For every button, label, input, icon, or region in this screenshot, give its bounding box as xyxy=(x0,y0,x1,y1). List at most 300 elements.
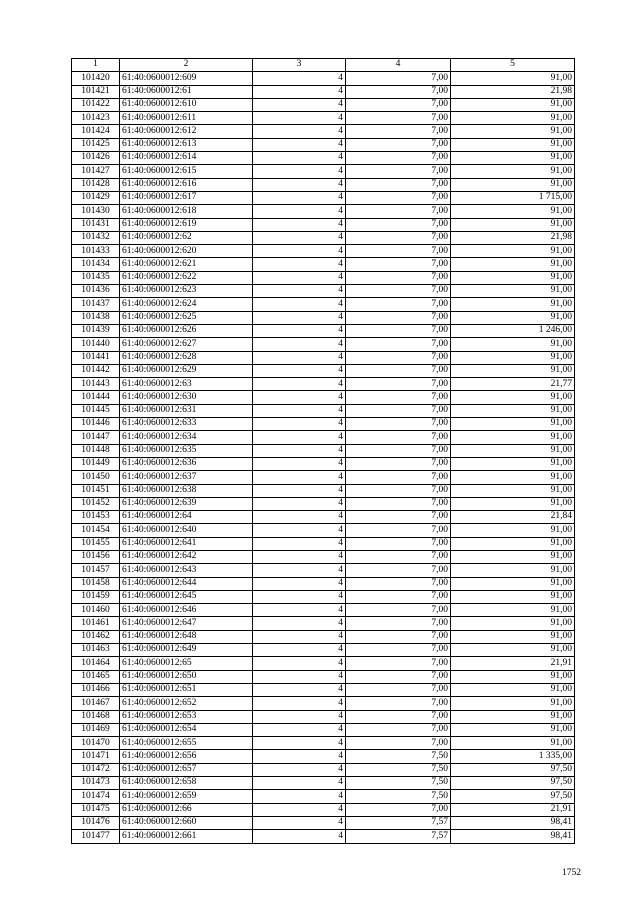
column-header: 1 xyxy=(72,59,120,72)
category-cell: 4 xyxy=(253,550,346,563)
table-row xyxy=(72,630,575,643)
amount-cell: 91,00 xyxy=(451,457,575,470)
amount-cell: 91,00 xyxy=(451,72,575,85)
table-row xyxy=(72,816,575,829)
category-cell: 4 xyxy=(253,205,346,218)
rate-cell: 7,57 xyxy=(346,830,451,843)
category-cell: 4 xyxy=(253,285,346,298)
cadastral-number-cell: 61:40:0600012:630 xyxy=(120,391,253,404)
amount-cell: 91,00 xyxy=(451,471,575,484)
cadastral-number-cell: 61:40:0600012:613 xyxy=(120,138,253,151)
cadastral-number-cell: 61:40:0600012:628 xyxy=(120,351,253,364)
amount-cell: 91,00 xyxy=(451,497,575,510)
cadastral-number-cell: 61:40:0600012:626 xyxy=(120,324,253,337)
rate-cell: 7,00 xyxy=(346,138,451,151)
table-row xyxy=(72,537,575,550)
table-row xyxy=(72,152,575,165)
amount-cell: 91,00 xyxy=(451,271,575,284)
category-cell: 4 xyxy=(253,737,346,750)
column-header: 3 xyxy=(253,59,346,72)
category-cell: 4 xyxy=(253,378,346,391)
rate-cell: 7,00 xyxy=(346,218,451,231)
cadastral-number-cell: 61:40:0600012:647 xyxy=(120,617,253,630)
table-row xyxy=(72,338,575,351)
cadastral-number-cell: 61:40:0600012:616 xyxy=(120,178,253,191)
row-id-cell: 101425 xyxy=(72,138,120,151)
cadastral-number-cell: 61:40:0600012:635 xyxy=(120,444,253,457)
category-cell: 4 xyxy=(253,683,346,696)
amount-cell: 21,84 xyxy=(451,511,575,524)
row-id-cell: 101452 xyxy=(72,497,120,510)
cadastral-number-cell: 61:40:0600012:624 xyxy=(120,298,253,311)
table-row xyxy=(72,683,575,696)
amount-cell: 91,00 xyxy=(451,112,575,125)
cadastral-number-cell: 61:40:0600012:631 xyxy=(120,404,253,417)
row-id-cell: 101434 xyxy=(72,258,120,271)
table-row xyxy=(72,497,575,510)
row-id-cell: 101420 xyxy=(72,72,120,85)
table-row xyxy=(72,657,575,670)
category-cell: 4 xyxy=(253,418,346,431)
rate-cell: 7,00 xyxy=(346,577,451,590)
category-cell: 4 xyxy=(253,697,346,710)
row-id-cell: 101472 xyxy=(72,763,120,776)
amount-cell: 97,50 xyxy=(451,777,575,790)
amount-cell: 91,00 xyxy=(451,670,575,683)
category-cell: 4 xyxy=(253,112,346,125)
amount-cell: 91,00 xyxy=(451,364,575,377)
rate-cell: 7,00 xyxy=(346,484,451,497)
rate-cell: 7,00 xyxy=(346,604,451,617)
category-cell: 4 xyxy=(253,723,346,736)
table-row xyxy=(72,564,575,577)
amount-cell: 91,00 xyxy=(451,338,575,351)
table-row xyxy=(72,178,575,191)
table-row xyxy=(72,258,575,271)
rate-cell: 7,00 xyxy=(346,191,451,204)
row-id-cell: 101476 xyxy=(72,816,120,829)
cadastral-number-cell: 61:40:0600012:629 xyxy=(120,364,253,377)
cadastral-number-cell: 61:40:0600012:610 xyxy=(120,98,253,111)
rate-cell: 7,00 xyxy=(346,524,451,537)
table-row xyxy=(72,444,575,457)
category-cell: 4 xyxy=(253,231,346,244)
row-id-cell: 101424 xyxy=(72,125,120,138)
rate-cell: 7,50 xyxy=(346,750,451,763)
amount-cell: 91,00 xyxy=(451,683,575,696)
category-cell: 4 xyxy=(253,471,346,484)
table-row xyxy=(72,550,575,563)
table-row xyxy=(72,245,575,258)
row-id-cell: 101439 xyxy=(72,324,120,337)
amount-cell: 91,00 xyxy=(451,737,575,750)
cadastral-number-cell: 61:40:0600012:641 xyxy=(120,537,253,550)
row-id-cell: 101440 xyxy=(72,338,120,351)
table-row xyxy=(72,790,575,803)
cadastral-number-cell: 61:40:0600012:649 xyxy=(120,644,253,657)
amount-cell: 21,98 xyxy=(451,85,575,98)
category-cell: 4 xyxy=(253,537,346,550)
row-id-cell: 101437 xyxy=(72,298,120,311)
row-id-cell: 101450 xyxy=(72,471,120,484)
category-cell: 4 xyxy=(253,590,346,603)
table-row xyxy=(72,737,575,750)
cadastral-number-cell: 61:40:0600012:655 xyxy=(120,737,253,750)
rate-cell: 7,00 xyxy=(346,404,451,417)
category-cell: 4 xyxy=(253,617,346,630)
row-id-cell: 101433 xyxy=(72,245,120,258)
rate-cell: 7,00 xyxy=(346,98,451,111)
cadastral-number-cell: 61:40:0600012:639 xyxy=(120,497,253,510)
row-id-cell: 101473 xyxy=(72,777,120,790)
row-id-cell: 101423 xyxy=(72,112,120,125)
rate-cell: 7,00 xyxy=(346,338,451,351)
rate-cell: 7,00 xyxy=(346,683,451,696)
rate-cell: 7,00 xyxy=(346,112,451,125)
table-row xyxy=(72,165,575,178)
rate-cell: 7,00 xyxy=(346,457,451,470)
category-cell: 4 xyxy=(253,324,346,337)
cadastral-number-cell: 61:40:0600012:653 xyxy=(120,710,253,723)
column-header: 5 xyxy=(451,59,575,72)
cadastral-number-cell: 61:40:0600012:627 xyxy=(120,338,253,351)
row-id-cell: 101436 xyxy=(72,285,120,298)
row-id-cell: 101449 xyxy=(72,457,120,470)
rate-cell: 7,50 xyxy=(346,763,451,776)
table-row xyxy=(72,710,575,723)
table-row xyxy=(72,471,575,484)
amount-cell: 21,91 xyxy=(451,803,575,816)
amount-cell: 98,41 xyxy=(451,816,575,829)
table-row xyxy=(72,324,575,337)
rate-cell: 7,00 xyxy=(346,258,451,271)
rate-cell: 7,00 xyxy=(346,617,451,630)
category-cell: 4 xyxy=(253,152,346,165)
row-id-cell: 101446 xyxy=(72,418,120,431)
category-cell: 4 xyxy=(253,85,346,98)
category-cell: 4 xyxy=(253,338,346,351)
table-row xyxy=(72,457,575,470)
category-cell: 4 xyxy=(253,271,346,284)
amount-cell: 91,00 xyxy=(451,258,575,271)
row-id-cell: 101459 xyxy=(72,590,120,603)
row-id-cell: 101467 xyxy=(72,697,120,710)
row-id-cell: 101422 xyxy=(72,98,120,111)
amount-cell: 98,41 xyxy=(451,830,575,843)
row-id-cell: 101463 xyxy=(72,644,120,657)
rate-cell: 7,00 xyxy=(346,697,451,710)
table-row xyxy=(72,231,575,244)
cadastral-number-cell: 61:40:0600012:615 xyxy=(120,165,253,178)
amount-cell: 21,91 xyxy=(451,657,575,670)
amount-cell: 91,00 xyxy=(451,577,575,590)
category-cell: 4 xyxy=(253,311,346,324)
category-cell: 4 xyxy=(253,484,346,497)
amount-cell: 91,00 xyxy=(451,484,575,497)
column-header: 4 xyxy=(346,59,451,72)
rate-cell: 7,57 xyxy=(346,816,451,829)
table-row xyxy=(72,404,575,417)
rate-cell: 7,00 xyxy=(346,497,451,510)
category-cell: 4 xyxy=(253,604,346,617)
table-row xyxy=(72,670,575,683)
row-id-cell: 101462 xyxy=(72,630,120,643)
amount-cell: 91,00 xyxy=(451,697,575,710)
rate-cell: 7,00 xyxy=(346,391,451,404)
amount-cell: 1 246,00 xyxy=(451,324,575,337)
amount-cell: 91,00 xyxy=(451,285,575,298)
row-id-cell: 101432 xyxy=(72,231,120,244)
amount-cell: 91,00 xyxy=(451,604,575,617)
header-row xyxy=(72,59,575,72)
table-row xyxy=(72,191,575,204)
category-cell: 4 xyxy=(253,790,346,803)
row-id-cell: 101426 xyxy=(72,152,120,165)
table-row xyxy=(72,364,575,377)
rate-cell: 7,00 xyxy=(346,564,451,577)
category-cell: 4 xyxy=(253,630,346,643)
row-id-cell: 101470 xyxy=(72,737,120,750)
row-id-cell: 101453 xyxy=(72,511,120,524)
row-id-cell: 101442 xyxy=(72,364,120,377)
table-row xyxy=(72,72,575,85)
category-cell: 4 xyxy=(253,98,346,111)
amount-cell: 1 715,00 xyxy=(451,191,575,204)
rate-cell: 7,00 xyxy=(346,285,451,298)
cadastral-number-cell: 61:40:0600012:660 xyxy=(120,816,253,829)
amount-cell: 97,50 xyxy=(451,790,575,803)
rate-cell: 7,00 xyxy=(346,723,451,736)
cadastral-number-cell: 61:40:0600012:637 xyxy=(120,471,253,484)
amount-cell: 91,00 xyxy=(451,138,575,151)
row-id-cell: 101468 xyxy=(72,710,120,723)
row-id-cell: 101429 xyxy=(72,191,120,204)
amount-cell: 91,00 xyxy=(451,431,575,444)
amount-cell: 91,00 xyxy=(451,125,575,138)
category-cell: 4 xyxy=(253,298,346,311)
table-row xyxy=(72,723,575,736)
cadastral-number-cell: 61:40:0600012:619 xyxy=(120,218,253,231)
rate-cell: 7,00 xyxy=(346,444,451,457)
table-row xyxy=(72,271,575,284)
table-row xyxy=(72,112,575,125)
category-cell: 4 xyxy=(253,258,346,271)
row-id-cell: 101441 xyxy=(72,351,120,364)
rate-cell: 7,00 xyxy=(346,737,451,750)
table-row xyxy=(72,763,575,776)
row-id-cell: 101435 xyxy=(72,271,120,284)
category-cell: 4 xyxy=(253,763,346,776)
category-cell: 4 xyxy=(253,644,346,657)
rate-cell: 7,00 xyxy=(346,471,451,484)
category-cell: 4 xyxy=(253,830,346,843)
column-header: 2 xyxy=(120,59,253,72)
amount-cell: 91,00 xyxy=(451,537,575,550)
rate-cell: 7,00 xyxy=(346,231,451,244)
amount-cell: 91,00 xyxy=(451,710,575,723)
cadastral-number-cell: 61:40:0600012:648 xyxy=(120,630,253,643)
category-cell: 4 xyxy=(253,657,346,670)
row-id-cell: 101466 xyxy=(72,683,120,696)
row-id-cell: 101464 xyxy=(72,657,120,670)
table-row xyxy=(72,98,575,111)
rate-cell: 7,00 xyxy=(346,670,451,683)
table-row xyxy=(72,484,575,497)
rate-cell: 7,00 xyxy=(346,644,451,657)
table-row xyxy=(72,577,575,590)
cadastral-number-cell: 61:40:0600012:611 xyxy=(120,112,253,125)
cadastral-number-cell: 61:40:0600012:625 xyxy=(120,311,253,324)
amount-cell: 91,00 xyxy=(451,98,575,111)
cadastral-number-cell: 61:40:0600012:656 xyxy=(120,750,253,763)
row-id-cell: 101456 xyxy=(72,550,120,563)
rate-cell: 7,00 xyxy=(346,245,451,258)
amount-cell: 21,77 xyxy=(451,378,575,391)
cadastral-number-cell: 61:40:0600012:643 xyxy=(120,564,253,577)
page-number: 1752 xyxy=(562,868,581,878)
cadastral-number-cell: 61:40:0600012:636 xyxy=(120,457,253,470)
row-id-cell: 101469 xyxy=(72,723,120,736)
cadastral-number-cell: 61:40:0600012:654 xyxy=(120,723,253,736)
amount-cell: 91,00 xyxy=(451,524,575,537)
rate-cell: 7,00 xyxy=(346,165,451,178)
amount-cell: 91,00 xyxy=(451,630,575,643)
amount-cell: 21,98 xyxy=(451,231,575,244)
cadastral-number-cell: 61:40:0600012:609 xyxy=(120,72,253,85)
category-cell: 4 xyxy=(253,72,346,85)
data-table xyxy=(71,58,575,844)
table-row xyxy=(72,431,575,444)
cadastral-number-cell: 61:40:0600012:623 xyxy=(120,285,253,298)
cadastral-number-cell: 61:40:0600012:620 xyxy=(120,245,253,258)
cadastral-number-cell: 61:40:0600012:661 xyxy=(120,830,253,843)
cadastral-number-cell: 61:40:0600012:634 xyxy=(120,431,253,444)
table-row xyxy=(72,351,575,364)
row-id-cell: 101477 xyxy=(72,830,120,843)
amount-cell: 91,00 xyxy=(451,444,575,457)
table-row xyxy=(72,644,575,657)
rate-cell: 7,00 xyxy=(346,803,451,816)
cadastral-number-cell: 61:40:0600012:66 xyxy=(120,803,253,816)
category-cell: 4 xyxy=(253,750,346,763)
cadastral-number-cell: 61:40:0600012:614 xyxy=(120,152,253,165)
row-id-cell: 101471 xyxy=(72,750,120,763)
cadastral-number-cell: 61:40:0600012:612 xyxy=(120,125,253,138)
amount-cell: 91,00 xyxy=(451,205,575,218)
table-row xyxy=(72,85,575,98)
row-id-cell: 101455 xyxy=(72,537,120,550)
row-id-cell: 101431 xyxy=(72,218,120,231)
rate-cell: 7,00 xyxy=(346,364,451,377)
row-id-cell: 101458 xyxy=(72,577,120,590)
table-row xyxy=(72,697,575,710)
cadastral-number-cell: 61:40:0600012:621 xyxy=(120,258,253,271)
table-row xyxy=(72,590,575,603)
cadastral-number-cell: 61:40:0600012:644 xyxy=(120,577,253,590)
category-cell: 4 xyxy=(253,351,346,364)
amount-cell: 91,00 xyxy=(451,245,575,258)
rate-cell: 7,00 xyxy=(346,710,451,723)
rate-cell: 7,00 xyxy=(346,152,451,165)
category-cell: 4 xyxy=(253,364,346,377)
table-row xyxy=(72,285,575,298)
cadastral-number-cell: 61:40:0600012:651 xyxy=(120,683,253,696)
rate-cell: 7,00 xyxy=(346,351,451,364)
table-row xyxy=(72,803,575,816)
row-id-cell: 101448 xyxy=(72,444,120,457)
row-id-cell: 101457 xyxy=(72,564,120,577)
rate-cell: 7,00 xyxy=(346,550,451,563)
row-id-cell: 101454 xyxy=(72,524,120,537)
category-cell: 4 xyxy=(253,803,346,816)
row-id-cell: 101444 xyxy=(72,391,120,404)
table-row xyxy=(72,378,575,391)
row-id-cell: 101445 xyxy=(72,404,120,417)
table-row xyxy=(72,298,575,311)
rate-cell: 7,00 xyxy=(346,590,451,603)
amount-cell: 1 335,00 xyxy=(451,750,575,763)
amount-cell: 91,00 xyxy=(451,418,575,431)
cadastral-number-cell: 61:40:0600012:646 xyxy=(120,604,253,617)
table-row xyxy=(72,138,575,151)
cadastral-number-cell: 61:40:0600012:64 xyxy=(120,511,253,524)
amount-cell: 91,00 xyxy=(451,564,575,577)
category-cell: 4 xyxy=(253,457,346,470)
cadastral-number-cell: 61:40:0600012:652 xyxy=(120,697,253,710)
row-id-cell: 101430 xyxy=(72,205,120,218)
cadastral-number-cell: 61:40:0600012:650 xyxy=(120,670,253,683)
rate-cell: 7,50 xyxy=(346,777,451,790)
cadastral-number-cell: 61:40:0600012:633 xyxy=(120,418,253,431)
cadastral-number-cell: 61:40:0600012:62 xyxy=(120,231,253,244)
rate-cell: 7,00 xyxy=(346,418,451,431)
category-cell: 4 xyxy=(253,391,346,404)
amount-cell: 91,00 xyxy=(451,152,575,165)
amount-cell: 91,00 xyxy=(451,644,575,657)
row-id-cell: 101460 xyxy=(72,604,120,617)
category-cell: 4 xyxy=(253,577,346,590)
table-row xyxy=(72,311,575,324)
category-cell: 4 xyxy=(253,218,346,231)
rate-cell: 7,00 xyxy=(346,537,451,550)
rate-cell: 7,00 xyxy=(346,311,451,324)
cadastral-number-cell: 61:40:0600012:657 xyxy=(120,763,253,776)
row-id-cell: 101451 xyxy=(72,484,120,497)
rate-cell: 7,00 xyxy=(346,85,451,98)
category-cell: 4 xyxy=(253,404,346,417)
row-id-cell: 101474 xyxy=(72,790,120,803)
category-cell: 4 xyxy=(253,245,346,258)
cadastral-number-cell: 61:40:0600012:622 xyxy=(120,271,253,284)
amount-cell: 91,00 xyxy=(451,617,575,630)
category-cell: 4 xyxy=(253,524,346,537)
category-cell: 4 xyxy=(253,191,346,204)
amount-cell: 91,00 xyxy=(451,550,575,563)
amount-cell: 91,00 xyxy=(451,311,575,324)
rate-cell: 7,00 xyxy=(346,298,451,311)
cadastral-number-cell: 61:40:0600012:640 xyxy=(120,524,253,537)
rate-cell: 7,00 xyxy=(346,271,451,284)
amount-cell: 91,00 xyxy=(451,391,575,404)
category-cell: 4 xyxy=(253,497,346,510)
rate-cell: 7,00 xyxy=(346,72,451,85)
table-row xyxy=(72,511,575,524)
category-cell: 4 xyxy=(253,125,346,138)
amount-cell: 91,00 xyxy=(451,178,575,191)
row-id-cell: 101475 xyxy=(72,803,120,816)
rate-cell: 7,00 xyxy=(346,657,451,670)
rate-cell: 7,00 xyxy=(346,324,451,337)
